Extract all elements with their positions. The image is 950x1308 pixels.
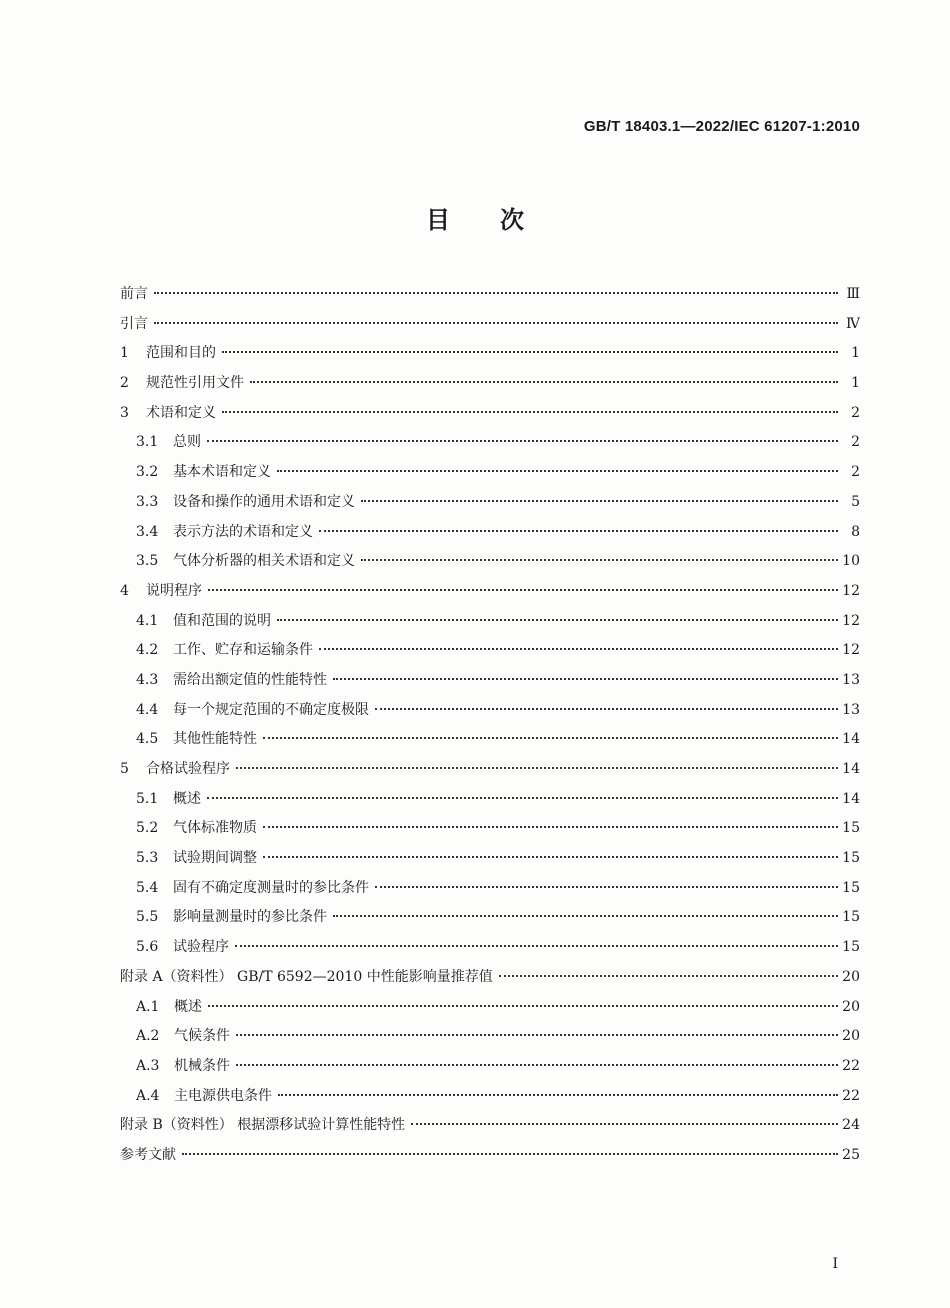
toc-entry-page: 15 bbox=[842, 909, 860, 926]
dot-leader bbox=[263, 737, 838, 739]
toc-entry-number: 2 bbox=[120, 375, 129, 392]
dot-leader bbox=[182, 1153, 838, 1155]
toc-entry-title: 需给出额定值的性能特性 bbox=[173, 671, 327, 688]
toc-entry[interactable] bbox=[120, 607, 860, 637]
toc-entry-number: A.3 bbox=[136, 1057, 160, 1074]
standard-code: GB/T 18403.1—2022/IEC 61207-1:2010 bbox=[583, 118, 860, 135]
toc-entry-page: 15 bbox=[842, 850, 860, 867]
toc-entry-page: 10 bbox=[842, 553, 860, 570]
toc-entry[interactable] bbox=[120, 814, 860, 844]
toc-entry-number: 3.3 bbox=[136, 493, 159, 510]
toc-entry[interactable] bbox=[120, 1141, 860, 1171]
toc-entry-page: 15 bbox=[842, 820, 860, 837]
dot-leader bbox=[375, 886, 838, 888]
toc-entry-title: 表示方法的术语和定义 bbox=[173, 523, 313, 540]
toc-entry[interactable] bbox=[120, 696, 860, 726]
toc-entry-number: 5 bbox=[120, 761, 129, 777]
dot-leader bbox=[499, 975, 838, 977]
dot-leader bbox=[361, 559, 838, 561]
toc-entry[interactable] bbox=[120, 369, 860, 399]
toc-entry-page: 8 bbox=[851, 523, 860, 540]
toc-entry-number: 4.5 bbox=[136, 731, 159, 748]
toc-entry[interactable] bbox=[120, 488, 860, 518]
toc-entry-page: Ⅳ bbox=[846, 315, 860, 332]
toc-entry-page: 1 bbox=[851, 345, 860, 362]
toc-entry-page: 12 bbox=[842, 642, 860, 659]
toc-entry-page: 2 bbox=[851, 434, 860, 451]
dot-leader bbox=[208, 589, 838, 591]
dot-leader bbox=[263, 856, 838, 858]
toc-entry-title: 气候条件 bbox=[174, 1028, 230, 1045]
page-folio: I bbox=[832, 1256, 838, 1272]
toc-entry[interactable] bbox=[120, 1082, 860, 1112]
toc-entry[interactable] bbox=[120, 577, 860, 607]
toc-entry-title: 试验程序 bbox=[173, 939, 229, 956]
toc-entry-title: 基本术语和定义 bbox=[173, 464, 271, 481]
dot-leader bbox=[277, 619, 838, 621]
toc-entry[interactable] bbox=[120, 1052, 860, 1082]
toc-entry-number: 4.1 bbox=[136, 612, 159, 629]
dot-leader bbox=[263, 826, 838, 828]
toc-entry-page: 1 bbox=[851, 375, 860, 392]
toc-entry[interactable] bbox=[120, 636, 860, 666]
toc-entry-page: 22 bbox=[842, 1057, 860, 1074]
toc-entry[interactable] bbox=[120, 547, 860, 577]
dot-leader bbox=[208, 1005, 838, 1007]
table-of-contents bbox=[120, 280, 860, 1171]
toc-entry-page: 14 bbox=[842, 790, 860, 807]
toc-entry[interactable] bbox=[120, 310, 860, 340]
dot-leader bbox=[250, 381, 838, 383]
dot-leader bbox=[235, 945, 838, 947]
toc-entry-title: 其他性能特性 bbox=[173, 731, 257, 748]
toc-entry-page: 20 bbox=[842, 1028, 860, 1045]
toc-entry-number: A.2 bbox=[136, 1028, 160, 1045]
dot-leader bbox=[333, 915, 838, 917]
toc-entry-title: 主电源供电条件 bbox=[174, 1087, 272, 1104]
toc-entry-title: 气体分析器的相关术语和定义 bbox=[173, 553, 355, 570]
toc-entry-title: 设备和操作的通用术语和定义 bbox=[173, 493, 355, 510]
dot-leader bbox=[236, 767, 838, 769]
toc-entry[interactable] bbox=[120, 993, 860, 1023]
toc-entry[interactable] bbox=[120, 963, 860, 993]
toc-entry-page: 13 bbox=[842, 701, 860, 718]
toc-entry-number: 5.1 bbox=[136, 790, 159, 807]
toc-entry-page: 25 bbox=[842, 1146, 860, 1163]
toc-entry-title: 值和范围的说明 bbox=[173, 612, 271, 629]
dot-leader bbox=[236, 1064, 838, 1066]
toc-entry-number: 3.4 bbox=[136, 523, 159, 540]
toc-entry-title: 概述 bbox=[174, 998, 202, 1015]
toc-entry-title: 参考文献 bbox=[120, 1146, 176, 1163]
toc-entry-page: 2 bbox=[851, 404, 860, 421]
toc-entry-number: 5.4 bbox=[136, 879, 159, 896]
toc-entry[interactable] bbox=[120, 518, 860, 548]
toc-entry-number: 4 bbox=[120, 582, 129, 599]
toc-entry-number: A.1 bbox=[136, 998, 160, 1015]
toc-entry-title: 引言 bbox=[120, 315, 148, 332]
toc-entry[interactable] bbox=[120, 339, 860, 369]
toc-entry-title: 总则 bbox=[173, 434, 201, 451]
page-title: 目次 bbox=[426, 206, 574, 234]
dot-leader bbox=[154, 292, 838, 294]
toc-entry-page: 20 bbox=[842, 968, 860, 985]
toc-entry[interactable] bbox=[120, 1022, 860, 1052]
toc-entry-page: 12 bbox=[842, 612, 860, 629]
dot-leader bbox=[236, 1034, 838, 1036]
toc-entry-page: 13 bbox=[842, 671, 860, 688]
toc-entry-title: 机械条件 bbox=[174, 1057, 230, 1074]
toc-entry-number: 5.6 bbox=[136, 939, 159, 956]
dot-leader bbox=[222, 351, 838, 353]
toc-entry-page: 14 bbox=[842, 731, 860, 748]
toc-entry[interactable] bbox=[120, 458, 860, 488]
dot-leader bbox=[207, 440, 838, 442]
toc-entry-title: 术语和定义 bbox=[146, 404, 216, 421]
toc-entry-number: 1 bbox=[120, 345, 129, 362]
toc-entry-page: Ⅲ bbox=[846, 286, 860, 302]
toc-entry-page: 5 bbox=[851, 493, 860, 510]
toc-entry-title: 前言 bbox=[120, 286, 148, 302]
toc-entry[interactable] bbox=[120, 785, 860, 815]
toc-entry-number: 3.5 bbox=[136, 553, 159, 570]
toc-entry-title: 合格试验程序 bbox=[146, 761, 230, 777]
dot-leader bbox=[375, 708, 838, 710]
toc-entry[interactable] bbox=[120, 844, 860, 874]
toc-entry-title: 工作、贮存和运输条件 bbox=[173, 642, 313, 659]
toc-entry-number: A.4 bbox=[136, 1087, 160, 1104]
toc-entry-page: 15 bbox=[842, 939, 860, 956]
toc-entry-page: 24 bbox=[842, 1117, 860, 1134]
toc-entry-title: 试验期间调整 bbox=[173, 850, 257, 867]
toc-entry-title: 范围和目的 bbox=[146, 345, 216, 362]
dot-leader bbox=[319, 530, 838, 532]
toc-entry[interactable] bbox=[120, 280, 860, 310]
dot-leader bbox=[411, 1123, 838, 1125]
dot-leader bbox=[361, 500, 838, 502]
toc-entry-title: 每一个规定范围的不确定度极限 bbox=[173, 701, 369, 718]
toc-entry-title: 附录 A（资料性） GB/T 6592—2010 中性能影响量推荐值 bbox=[120, 968, 493, 985]
toc-entry-title: 影响量测量时的参比条件 bbox=[173, 909, 327, 926]
toc-entry-title: 气体标准物质 bbox=[173, 820, 257, 837]
toc-entry[interactable] bbox=[120, 933, 860, 963]
toc-entry[interactable] bbox=[120, 399, 860, 429]
toc-entry[interactable] bbox=[120, 725, 860, 755]
toc-entry-title: 说明程序 bbox=[146, 582, 202, 599]
toc-entry-number: 3.1 bbox=[136, 434, 159, 451]
toc-entry-page: 20 bbox=[842, 998, 860, 1015]
toc-entry-number: 3.2 bbox=[136, 464, 159, 481]
toc-entry[interactable] bbox=[120, 903, 860, 933]
toc-entry-page: 12 bbox=[842, 582, 860, 599]
dot-leader bbox=[319, 648, 838, 650]
toc-entry[interactable] bbox=[120, 874, 860, 904]
dot-leader bbox=[333, 678, 838, 680]
toc-entry-number: 5.5 bbox=[136, 909, 159, 926]
dot-leader bbox=[278, 1094, 838, 1096]
toc-entry-number: 5.3 bbox=[136, 850, 159, 867]
dot-leader bbox=[222, 411, 838, 413]
toc-entry-number: 4.2 bbox=[136, 642, 159, 659]
toc-entry[interactable] bbox=[120, 428, 860, 458]
toc-entry-title: 规范性引用文件 bbox=[146, 375, 244, 392]
toc-entry-number: 3 bbox=[120, 404, 129, 421]
toc-entry-title: 附录 B（资料性） 根据漂移试验计算性能特性 bbox=[120, 1117, 406, 1134]
toc-entry-number: 4.3 bbox=[136, 671, 159, 688]
toc-entry-number: 4.4 bbox=[136, 701, 159, 718]
toc-entry-title: 固有不确定度测量时的参比条件 bbox=[173, 879, 369, 896]
toc-entry-page: 22 bbox=[842, 1087, 860, 1104]
dot-leader bbox=[277, 470, 838, 472]
toc-entry-page: 15 bbox=[842, 879, 860, 896]
toc-entry-page: 2 bbox=[851, 464, 860, 481]
toc-entry-title: 概述 bbox=[173, 790, 201, 807]
toc-entry-page: 14 bbox=[842, 761, 860, 777]
dot-leader bbox=[154, 322, 838, 324]
toc-entry[interactable] bbox=[120, 666, 860, 696]
dot-leader bbox=[207, 797, 838, 799]
toc-entry[interactable] bbox=[120, 1111, 860, 1141]
toc-entry-number: 5.2 bbox=[136, 820, 159, 837]
toc-entry[interactable] bbox=[120, 755, 860, 785]
